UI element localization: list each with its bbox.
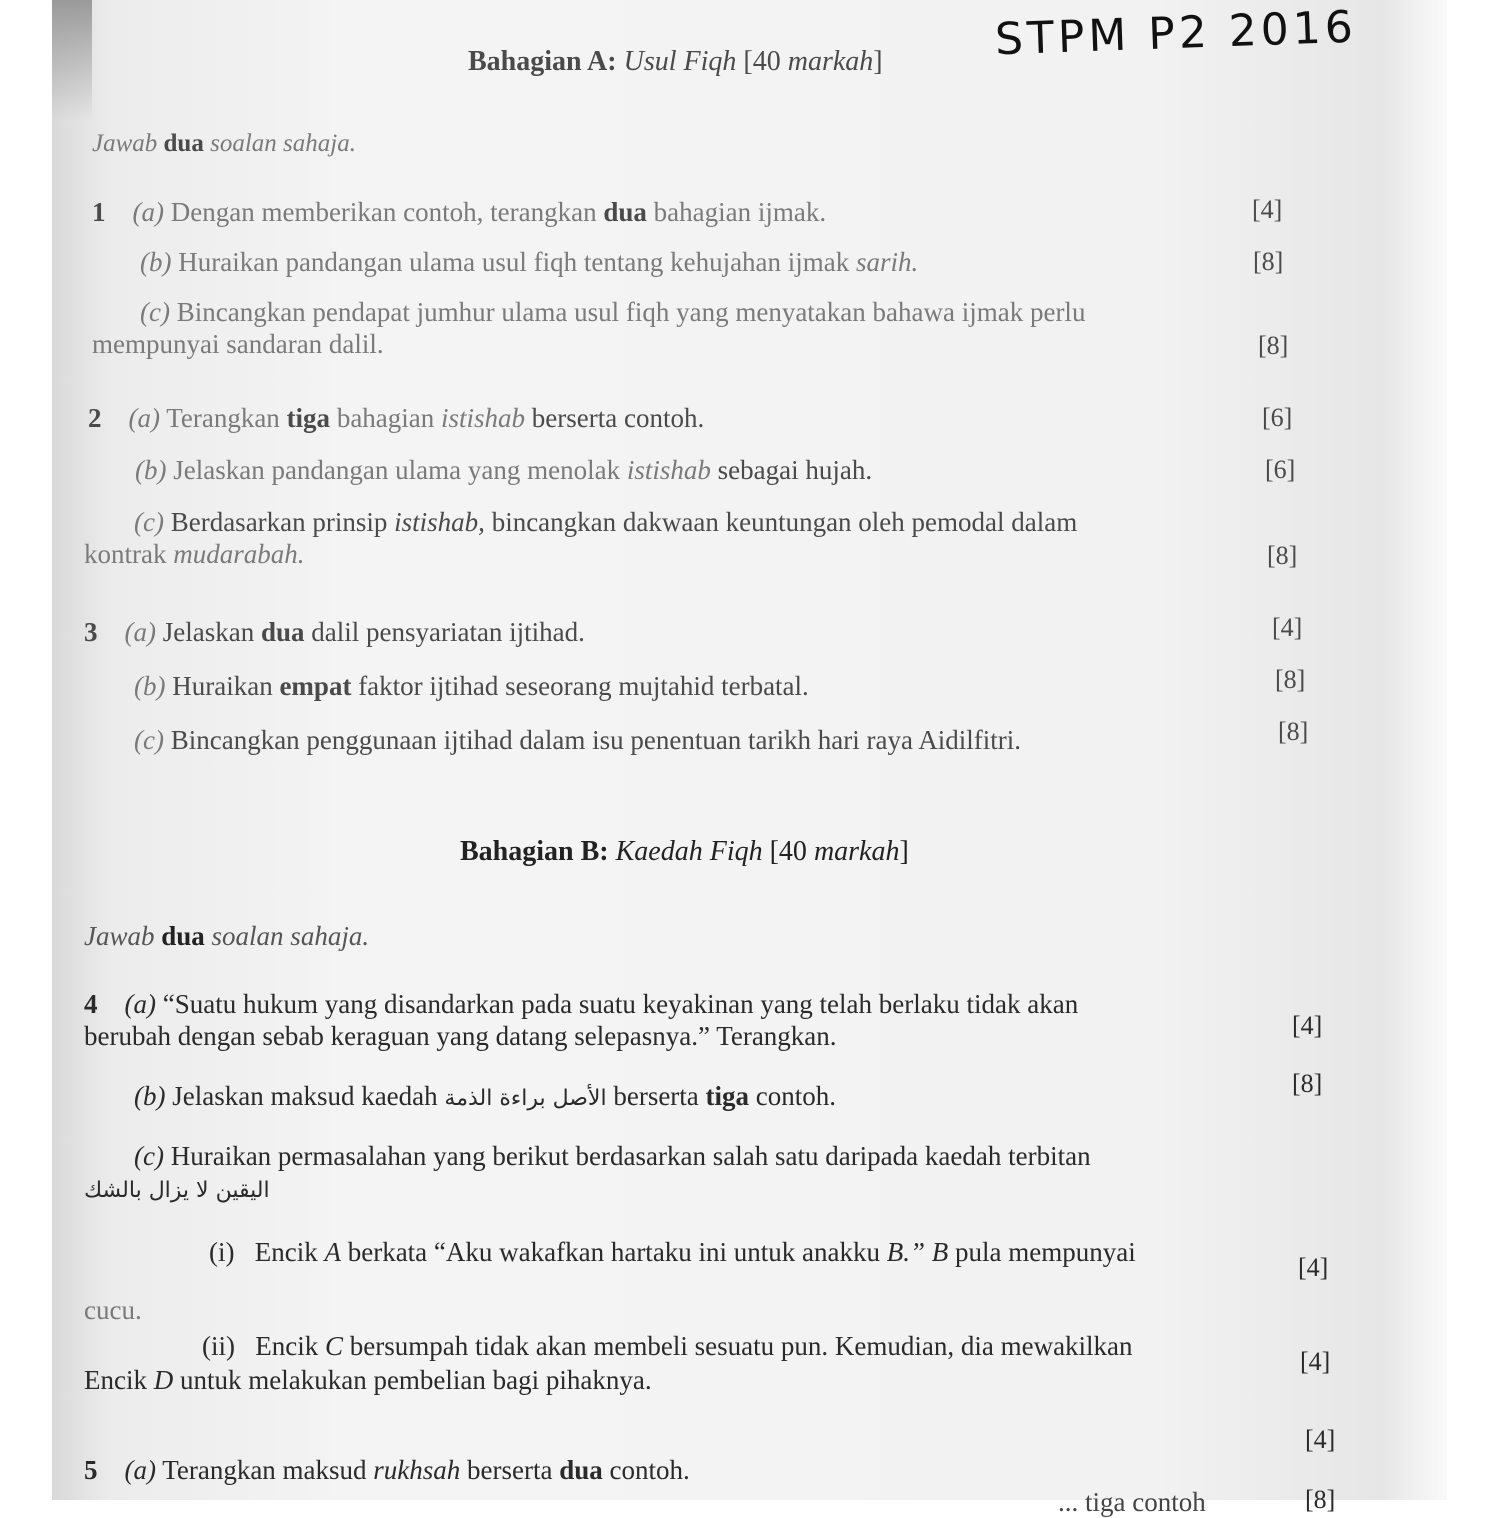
question-text: Encik (84, 1365, 147, 1395)
instruction-text: Jawab (92, 130, 158, 157)
section-a-heading (468, 46, 883, 78)
part-label: (a) (128, 403, 160, 433)
question-4-c-i (84, 1236, 1332, 1326)
mark-allocation: [4] (1272, 613, 1303, 642)
sub-part-label: (ii) (202, 1331, 235, 1361)
section-b-marks-open: [40 (769, 836, 814, 867)
question-5-a (84, 1454, 690, 1486)
question-2-c (84, 506, 1299, 570)
section-a-marks-close: ] (873, 46, 883, 77)
question-term: C (324, 1331, 343, 1361)
question-text: dalil pensyariatan ijtihad. (311, 617, 585, 647)
question-text: berkata “Aku wakafkan hartaku ini untuk anakku (347, 1237, 881, 1267)
question-text: “Suatu hukum yang disandarkan pada suatu keyakinan yang telah berlaku tidak akan (162, 989, 1079, 1019)
question-text: Terangkan maksud (162, 1455, 367, 1485)
question-4-a (84, 988, 1324, 1052)
question-text: Dengan memberikan contoh, terangkan (170, 197, 597, 227)
question-term: B (931, 1237, 949, 1267)
part-label: (c) (134, 725, 164, 755)
mark-allocation: [6] (1262, 403, 1293, 432)
question-emphasis: dua (260, 617, 305, 647)
question-3-c (134, 724, 1021, 756)
question-text: bahagian ijmak. (653, 197, 827, 227)
question-2-b (135, 454, 872, 486)
question-text: bahagian (336, 403, 435, 433)
mark-allocation: [8] (1275, 665, 1306, 694)
question-text: Jelaskan maksud kaedah (172, 1081, 438, 1111)
question-text: mempunyai sandaran dalil. (92, 329, 384, 359)
part-label: (a) (124, 989, 156, 1019)
section-a-marks-label: markah (787, 46, 874, 77)
question-term: rukhsah (373, 1455, 461, 1485)
question-text: Jelaskan (162, 617, 255, 647)
question-term: A (324, 1237, 341, 1267)
question-text: sebagai hujah. (717, 455, 873, 485)
question-number: 3 (84, 617, 98, 647)
mark-allocation: [8] (1253, 247, 1284, 276)
question-3-a (84, 616, 585, 648)
question-4-c-ii (84, 1330, 1334, 1396)
question-text: Encik (254, 1237, 318, 1267)
question-text: bersumpah tidak akan membeli sesuatu pun. Kemudian, dia mewakilkan (349, 1331, 1133, 1361)
question-text: Berdasarkan prinsip (170, 507, 388, 537)
question-term: sarih. (856, 247, 919, 277)
section-a-subject: Usul Fiqh (623, 46, 737, 77)
question-emphasis: empat (279, 671, 352, 701)
question-4-b (134, 1080, 836, 1115)
question-text: Bincangkan pendapat jumhur ulama usul fiqh yang menyatakan bahawa ijmak perlu (176, 297, 1086, 327)
part-label: (a) (124, 1455, 156, 1485)
question-text: Huraikan pandangan ulama usul fiqh tentang kehujahan ijmak (178, 247, 850, 277)
instruction-text: Jawab (84, 921, 155, 951)
instruction-text: soalan sahaja. (211, 921, 370, 951)
question-text: Terangkan (166, 403, 280, 433)
sub-part-label: (i) (209, 1237, 235, 1267)
question-1-b (140, 246, 918, 278)
section-b-heading (460, 836, 909, 868)
question-text: berserta (467, 1455, 553, 1485)
part-label: (c) (134, 507, 164, 537)
mark-allocation: [8] (1267, 541, 1298, 570)
mark-allocation: [4] (1305, 1425, 1336, 1454)
part-label: (b) (134, 1081, 166, 1111)
question-1-a (92, 196, 826, 228)
question-text: Jelaskan pandangan ulama yang menolak (173, 455, 621, 485)
mark-allocation: [4] (1298, 1253, 1329, 1282)
question-text: contoh. (755, 1081, 837, 1111)
section-b-subject: Kaedah Fiqh (615, 836, 763, 867)
question-term: B.” (886, 1237, 926, 1267)
instruction-emphasis: dua (161, 921, 205, 951)
section-b-instruction (84, 920, 369, 952)
question-number: 1 (92, 197, 106, 227)
section-a-marks-open: [40 (743, 46, 788, 77)
question-text: Huraikan permasalahan yang berikut berdasarkan salah satu daripada kaedah terbitan (170, 1141, 1091, 1171)
question-term: istishab (441, 403, 526, 433)
question-text: berserta (613, 1081, 699, 1111)
part-label: (a) (132, 197, 164, 227)
mark-allocation: [4] (1292, 1011, 1323, 1040)
section-a-title: Bahagian A: (468, 46, 617, 77)
question-1-c (92, 296, 1290, 360)
question-emphasis: dua (559, 1455, 603, 1485)
question-text: Huraikan (172, 671, 273, 701)
part-label: (b) (135, 455, 167, 485)
mark-allocation: [8] (1258, 331, 1289, 360)
question-text: kontrak (84, 539, 167, 569)
question-emphasis: tiga (705, 1081, 750, 1111)
section-b-marks-label: markah (813, 836, 900, 867)
question-text: berubah dengan sebab keraguan yang datang selepasnya.” Terangkan. (84, 1021, 837, 1051)
instruction-text: soalan sahaja. (210, 130, 356, 157)
question-number: 5 (84, 1455, 98, 1485)
question-2-a (88, 402, 704, 434)
question-text: Encik (255, 1331, 319, 1361)
part-label: (c) (134, 1141, 164, 1171)
question-text: pula mempunyai (955, 1237, 1136, 1267)
question-3-b (134, 670, 809, 702)
question-text: untuk melakukan pembelian bagi pihaknya. (179, 1365, 652, 1395)
question-term: istishab, (394, 507, 485, 537)
question-term: mudarabah. (173, 539, 305, 569)
question-text: bincangkan dakwaan keuntungan oleh pemodal dalam (491, 507, 1078, 537)
question-5-b-partial: ... tiga contoh (1058, 1487, 1206, 1517)
part-label: (c) (140, 297, 170, 327)
question-emphasis: tiga (286, 403, 331, 433)
question-term: istishab (626, 455, 711, 485)
mark-allocation: [6] (1265, 455, 1296, 484)
mark-allocation: [8] (1292, 1069, 1323, 1098)
handwritten-note: STPM P2 2016 (994, 1, 1358, 66)
part-label: (a) (124, 617, 156, 647)
question-number: 4 (84, 989, 98, 1019)
question-text: faktor ijtihad seseorang mujtahid terbatal. (358, 671, 809, 701)
question-number: 2 (88, 403, 102, 433)
part-label: (b) (134, 671, 166, 701)
question-term: D (153, 1365, 174, 1395)
section-b-marks-close: ] (899, 836, 909, 867)
mark-allocation: [8] (1305, 1485, 1336, 1514)
question-text: contoh. (609, 1455, 690, 1485)
arabic-maxim: الأصل براءة الذمة (444, 1086, 607, 1111)
mark-allocation: [8] (1278, 717, 1309, 746)
mark-allocation: [4] (1300, 1347, 1331, 1376)
question-text: berserta contoh. (531, 403, 705, 433)
question-4-c (84, 1140, 1329, 1207)
mark-allocation: [4] (1252, 195, 1283, 224)
question-text: cucu. (84, 1295, 142, 1325)
question-text: Bincangkan penggunaan ijtihad dalam isu penentuan tarikh hari raya Aidilfitri. (170, 725, 1021, 755)
question-emphasis: dua (603, 197, 647, 227)
part-label: (b) (140, 247, 172, 277)
section-a-instruction (92, 128, 356, 160)
arabic-maxim: اليقين لا يزال بالشك (84, 1178, 270, 1203)
instruction-emphasis: dua (163, 130, 204, 157)
section-b-title: Bahagian B: (460, 836, 609, 867)
